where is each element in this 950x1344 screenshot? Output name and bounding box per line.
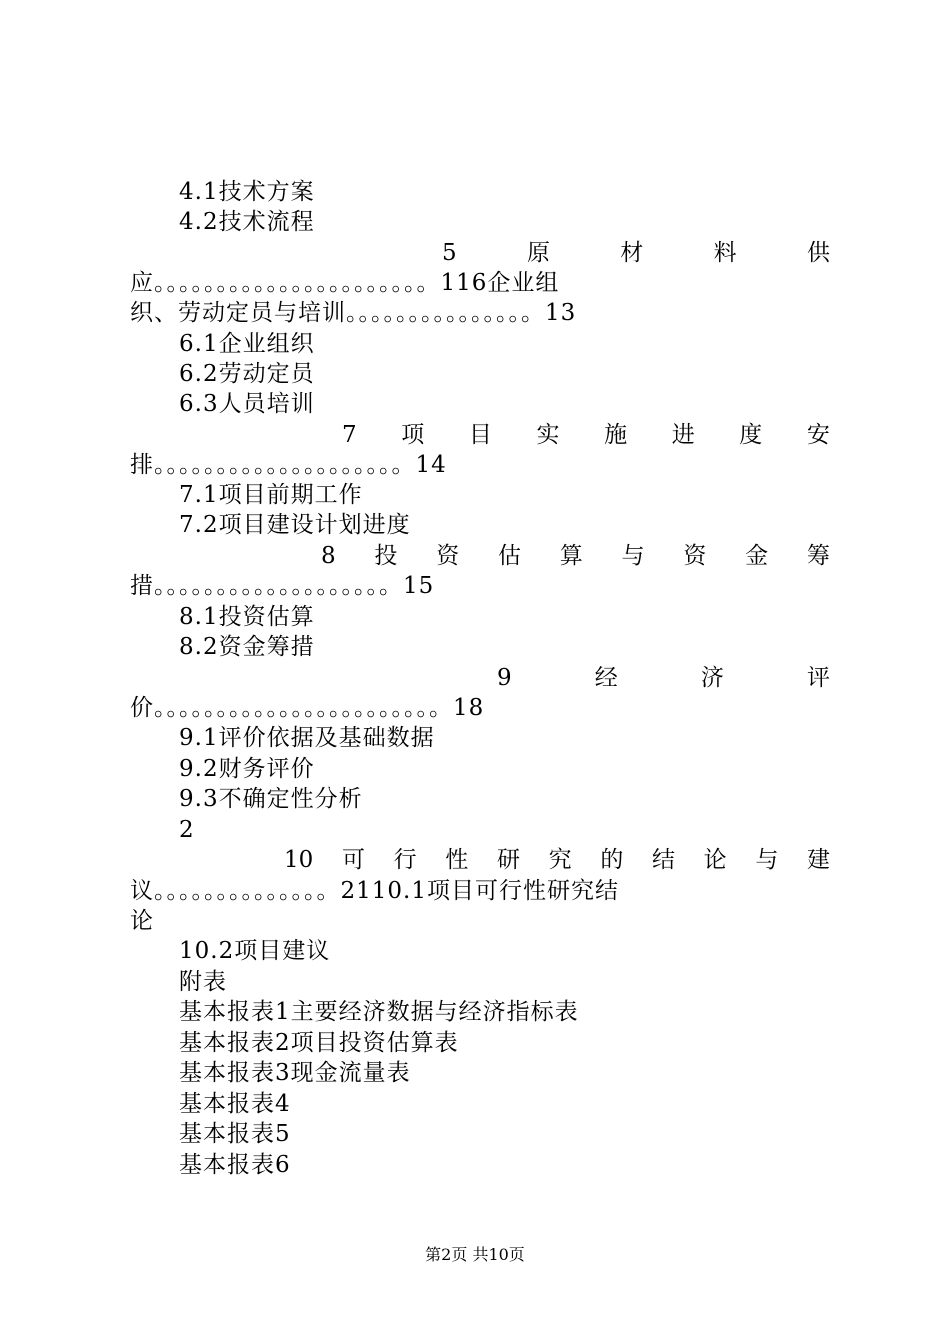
heading-char: 算 [559,543,583,569]
heading-char: 料 [713,240,737,266]
heading-char: 可 [341,847,365,873]
toc-continuation-7: 排。。。。。。。。。。。。。。。。。。。。14 [130,452,447,478]
toc-continuation-10b: 论 [130,908,154,934]
toc-entry-8-2: 8.2资金筹措 [179,634,315,660]
heading-char: 度 [739,422,763,448]
toc-entry-7-2: 7.2项目建设计划进度 [179,512,411,538]
heading-char: 供 [806,240,830,266]
toc-entry-7-1: 7.1项目前期工作 [179,482,363,508]
toc-entry-6-2: 6.2劳动定员 [179,361,315,387]
heading-char: 建 [807,847,830,873]
heading-char: 项 [401,422,425,448]
heading-char: 7 [342,422,357,448]
toc-heading-8 [321,541,830,571]
heading-char: 材 [620,240,644,266]
heading-char: 5 [442,240,457,266]
heading-char: 安 [806,422,830,448]
toc-entry-9-1: 9.1评价依据及基础数据 [179,725,435,751]
toc-continuation-9: 价。。。。。。。。。。。。。。。。。。。。。。。18 [130,695,485,721]
toc-entry-9-3: 9.3不确定性分析 [179,786,363,812]
heading-char: 金 [745,543,769,569]
toc-continuation-6: 织、劳动定员与培训。。。。。。。。。。。。。。。13 [130,300,577,326]
toc-heading-10 [284,845,830,875]
heading-char: 论 [703,847,727,873]
heading-char: 8 [321,543,336,569]
heading-char: 与 [755,847,779,873]
heading-char: 研 [496,847,520,873]
appendix-table-6: 基本报表6 [179,1152,291,1178]
page-number-fragment: 2 [179,817,195,843]
heading-char: 与 [621,543,645,569]
heading-char: 施 [604,422,628,448]
appendix-table-1: 基本报表1主要经济数据与经济指标表 [179,999,579,1025]
heading-char: 的 [600,847,624,873]
heading-char: 资 [436,543,460,569]
toc-entry-8-1: 8.1投资估算 [179,604,315,630]
toc-heading-5 [442,238,830,268]
toc-entry-6-3: 6.3人员培训 [179,391,315,417]
heading-char: 评 [806,665,830,691]
heading-char: 结 [651,847,675,873]
heading-char: 行 [393,847,417,873]
toc-entry-4-1: 4.1技术方案 [179,179,315,205]
toc-entry-6-1: 6.1企业组织 [179,331,315,357]
heading-char: 目 [468,422,492,448]
heading-char: 估 [497,543,521,569]
toc-entry-4-2: 4.2技术流程 [179,209,315,235]
appendix-table-2: 基本报表2项目投资估算表 [179,1030,459,1056]
toc-continuation-10: 议。。。。。。。。。。。。。。2110.1项目可行性研究结 [130,878,619,904]
toc-heading-9 [497,663,830,693]
heading-char: 性 [445,847,469,873]
page-footer: 第2页 共10页 [425,1245,525,1264]
toc-continuation-5: 应。。。。。。。。。。。。。。。。。。。。。。116企业组 [130,270,560,296]
appendix-heading: 附表 [179,969,227,995]
appendix-table-4: 基本报表4 [179,1091,291,1117]
toc-continuation-8: 措。。。。。。。。。。。。。。。。。。。15 [130,573,435,599]
heading-char: 9 [497,665,512,691]
toc-entry-9-2: 9.2财务评价 [179,756,315,782]
heading-char: 究 [548,847,572,873]
heading-char: 投 [374,543,398,569]
toc-heading-7 [342,420,830,450]
heading-char: 10 [284,847,314,873]
appendix-table-3: 基本报表3现金流量表 [179,1060,411,1086]
heading-char: 经 [594,665,618,691]
heading-char: 筹 [806,543,830,569]
heading-char: 济 [700,665,724,691]
heading-char: 实 [536,422,560,448]
heading-char: 原 [526,240,550,266]
heading-char: 进 [671,422,695,448]
appendix-table-5: 基本报表5 [179,1121,291,1147]
toc-entry-10-2: 10.2项目建议 [179,938,331,964]
heading-char: 资 [683,543,707,569]
